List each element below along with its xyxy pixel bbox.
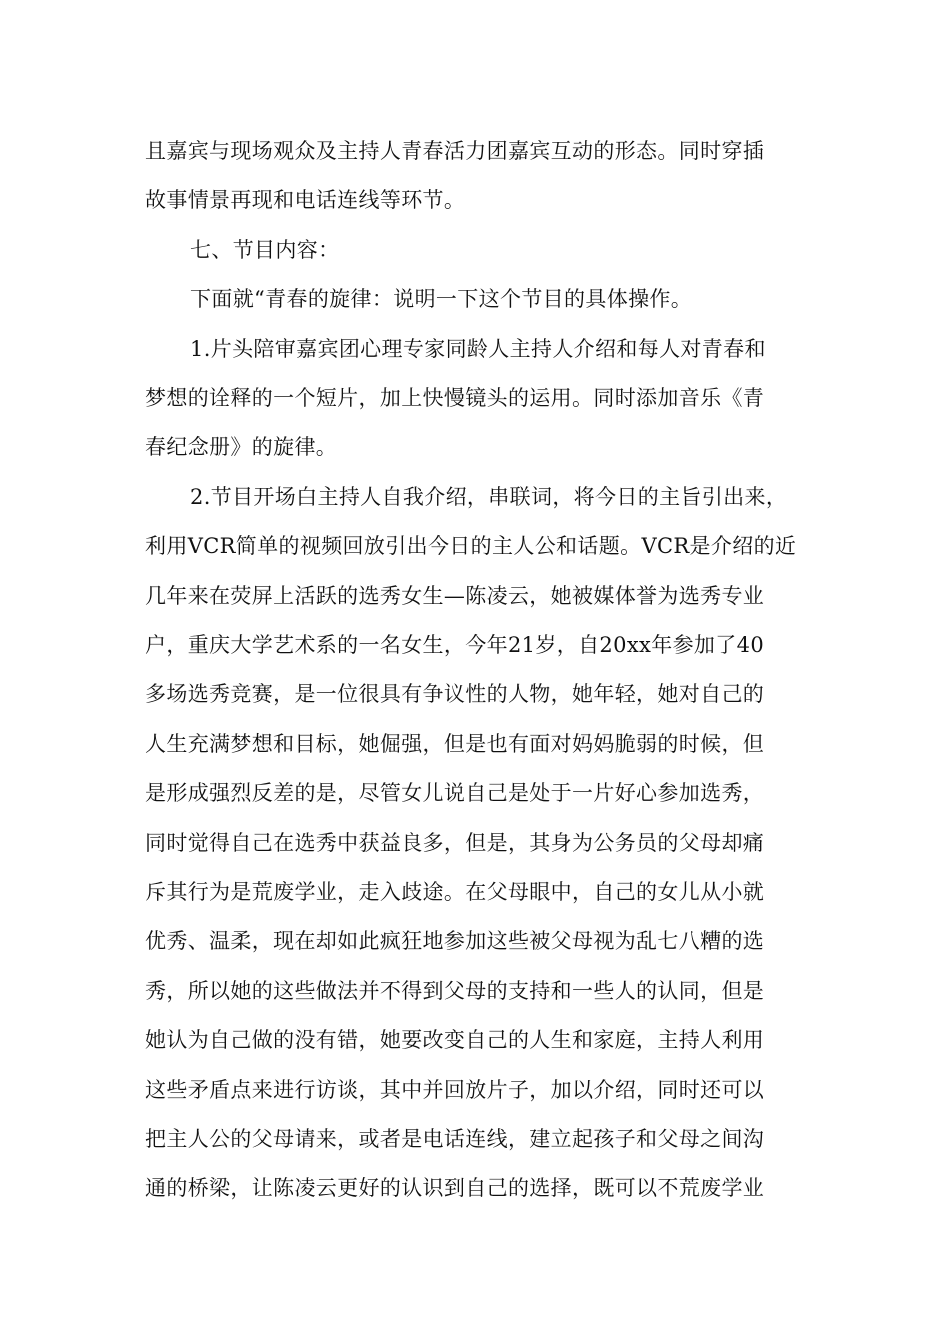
text-line: 同时觉得自己在选秀中获益良多，但是，其身为公务员的父母却痛 [145,830,765,855]
text-line: 几年来在荧屏上活跃的选秀女生—陈凌云，她被媒体誉为选秀专业 [145,583,765,608]
text-line: 故事情景再现和电话连线等环节。 [145,188,466,213]
text-line: 把主人公的父母请来，或者是电话连线，建立起孩子和父母之间沟 [145,1127,765,1151]
text-line: 且嘉宾与现场观众及主持人青春活力团嘉宾互动的形态。同时穿插 [145,139,765,163]
text-line: 人生充满梦想和目标，她倔强，但是也有面对妈妈脆弱的时候，但 [145,731,765,756]
text-line: 下面就“青春的旋律：说明一下这个节目的具体操作。 [190,287,693,312]
text-line: 户，重庆大学艺术系的一名女生，今年21岁，自20xx年参加了40 [145,633,765,657]
text-line: 秀，所以她的这些做法并不得到父母的支持和一些人的认同，但是 [145,978,765,1003]
text-line: 这些矛盾点来进行访谈，其中并回放片子，加以介绍，同时还可以 [145,1077,765,1102]
text-line: 是形成强烈反差的是，尽管女儿说自己是处于一片好心参加选秀， [145,781,765,806]
text-line: 通的桥梁，让陈凌云更好的认识到自己的选择，既可以不荒废学业 [145,1176,765,1201]
text-line: 斥其行为是荒废学业，走入歧途。在父母眼中，自己的女儿从小就 [145,880,765,904]
text-line: 梦想的诠释的一个短片，加上快慢镜头的运用。同时添加音乐《青 [145,386,765,410]
text-line: 利用VCR简单的视频回放引出今日的主人公和话题。VCR是介绍的近 [145,534,797,559]
text-line: 2.节目开场白主持人自我介绍，串联词，将今日的主旨引出来， [190,484,788,509]
text-line: 1.片头陪审嘉宾团心理专家同龄人主持人介绍和每人对青春和 [190,336,766,361]
text-line: 春纪念册》的旋律。 [145,435,338,460]
text-line: 多场选秀竞赛，是一位很具有争议性的人物，她年轻，她对自己的 [145,682,765,707]
text-line: 七、节目内容： [190,237,340,262]
text-line: 优秀、温柔，现在却如此疯狂地参加这些被父母视为乱七八糟的选 [145,929,765,954]
text-line: 她认为自己做的没有错，她要改变自己的人生和家庭，主持人利用 [145,1028,765,1053]
